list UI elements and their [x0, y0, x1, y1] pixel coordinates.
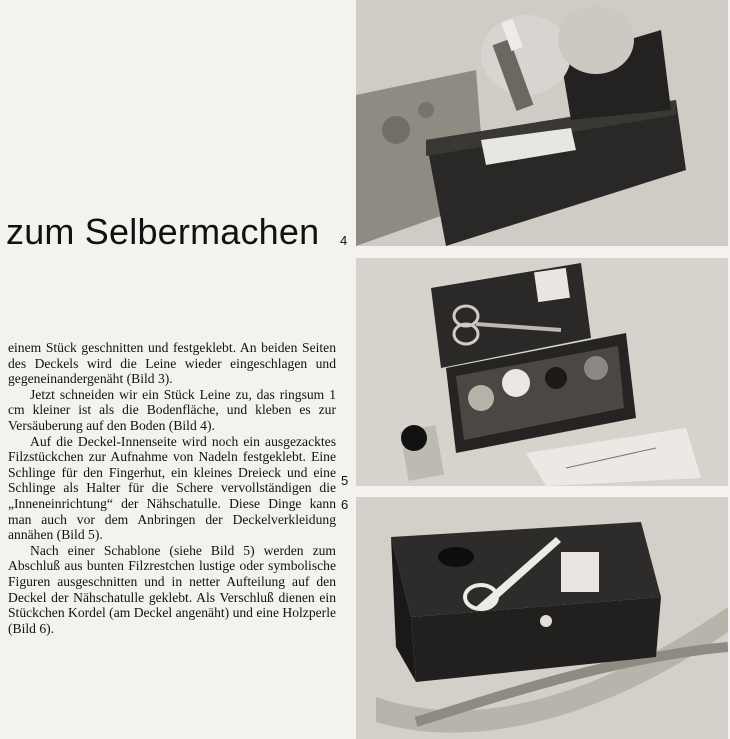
photo-open-sewing-box-image [356, 258, 728, 486]
paragraph: Auf die Deckel-Innenseite wird noch ein ausgezacktes Filzstückchen zur Aufnahme von Nadeln festgeklebt. Eine Schlinge für den Fingerhut, ein kleines Dreieck und eine Schlinge als Halter für die Schere vervollständigen die „Inneneinrichtung“ der Nähschatulle. Diese Dinge kann man auch vor dem Anbringen der Deckelverkleidung annähen (Bild 5). [8, 433, 336, 543]
figure-label-4: 4 [340, 233, 348, 248]
photo-finished-box [356, 497, 728, 739]
article-body [8, 340, 336, 636]
photo-finished-box-image [356, 497, 728, 739]
figure-label-6: 6 [341, 497, 349, 512]
headline: zum Selbermachen [6, 211, 320, 252]
photo-gluing-box-image [356, 0, 728, 246]
photo-gluing-box [356, 0, 728, 246]
paragraph: Nach einer Schablone (siehe Bild 5) werden zum Abschluß aus bunten Filzrestchen lustige oder symbolische Figuren ausgeschnitten und in netter Aufteilung auf den Deckel der Nähschatulle geklebt. Als Verschluß dienen ein Stückchen Kordel (am Deckel angenäht) und eine Holzperle (Bild 6). [8, 542, 337, 636]
paragraph: Jetzt schneiden wir ein Stück Leine zu, das ringsum 1 cm kleiner ist als die Bodenfläche, und kleben es zur Versäuberung auf den Boden (Bild 4). [8, 386, 336, 433]
photo-open-sewing-box [356, 258, 728, 486]
paragraph: einem Stück geschnitten und festgeklebt. An beiden Seiten des Deckels wird die Leine wieder eingeschlagen und gegeneinandergenäht (Bild 3). [8, 340, 336, 387]
figure-label-5: 5 [341, 473, 349, 488]
